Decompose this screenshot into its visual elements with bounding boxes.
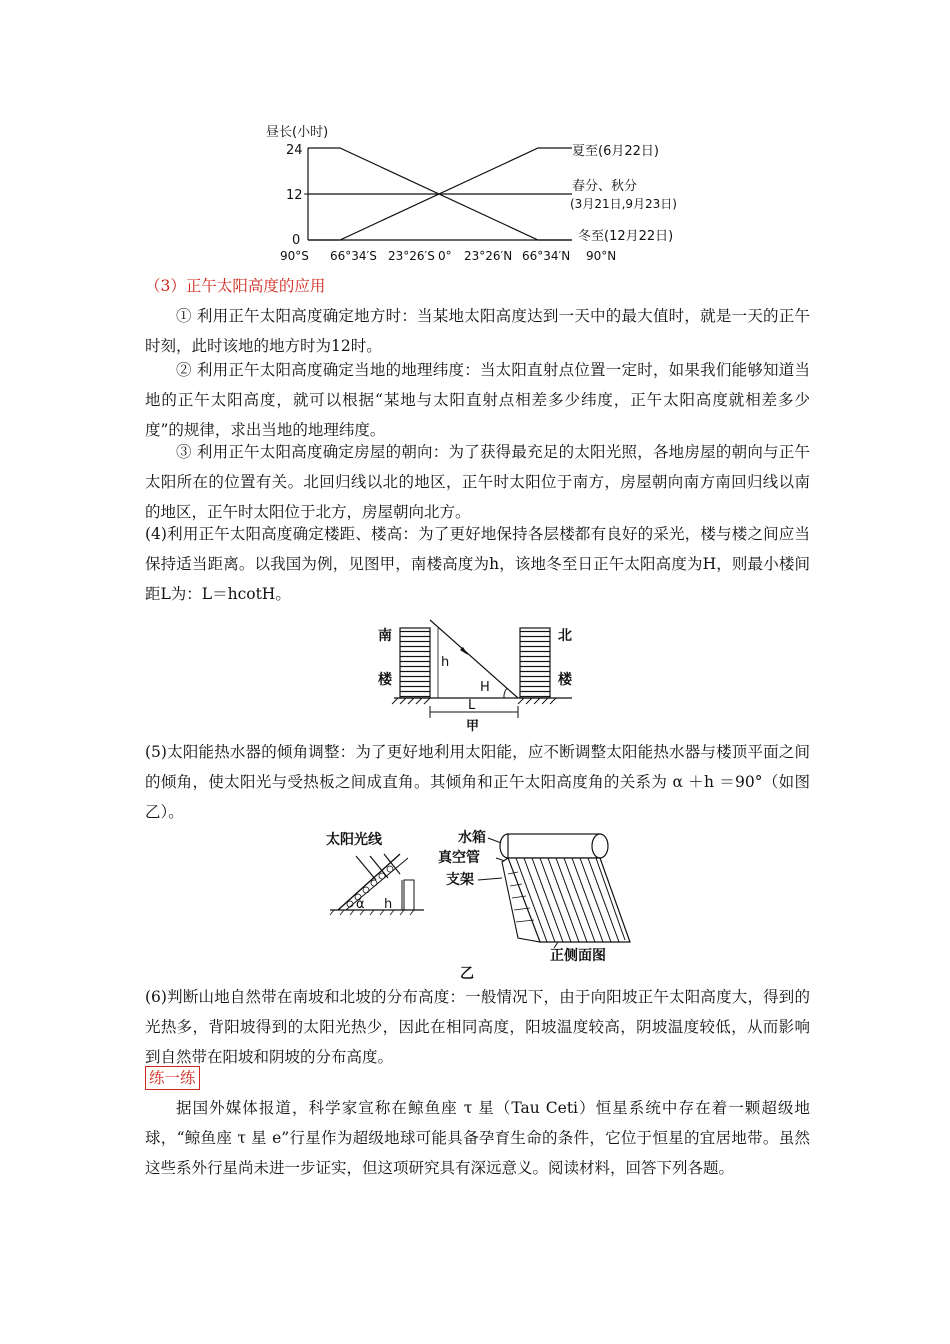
- north-label-2: 楼: [558, 672, 572, 688]
- x-tick-23S: 23°26′S: [388, 249, 435, 263]
- south-building: [400, 628, 430, 698]
- building-spacing-figure: [372, 614, 592, 734]
- section3-heading: （3）正午太阳高度的应用: [145, 277, 326, 295]
- solar-heater-figure: [322, 822, 642, 982]
- y-axis-title: 昼长(小时): [266, 125, 329, 140]
- sunlight-label: 太阳光线: [326, 832, 382, 848]
- south-label-1: 南: [378, 628, 392, 644]
- section3-item1: ① 利用正午太阳高度确定地方时：当某地太阳高度达到一天中的最大值时，就是一天的正午时刻，此时该地的地方时为12时。: [145, 307, 810, 355]
- x-tick-23N: 23°26′N: [464, 249, 513, 263]
- water-tank: [508, 834, 600, 858]
- section5-text: (5)太阳能热水器的倾角调整：为了更好地利用太阳能，应不断调整太阳能热水器与楼顶平面之间的倾角，使太阳光与受热板之间成直角。其倾角和正午太阳高度角的关系为 α ＋h ＝90°（如图乙）。: [145, 743, 810, 821]
- x-tick-0: 0°: [438, 249, 452, 263]
- caption-jia: 甲: [466, 719, 480, 734]
- alpha-label: α: [356, 897, 365, 912]
- side-view-label: 正侧面图: [550, 948, 606, 964]
- section3-item3: ③ 利用正午太阳高度确定房屋的朝向：为了获得最充足的太阳光照，各地房屋的朝向与正午太阳所在的位置有关。北回归线以北的地区，正午时太阳位于南方，房屋朝向南方南回归线以南的地区，正午时太阳位于北方，房屋朝向北方。: [145, 443, 810, 521]
- y-tick-12: 12: [286, 188, 303, 203]
- north-label-1: 北: [558, 628, 572, 644]
- x-tick-66S: 66°34′S: [330, 249, 377, 263]
- practice-label-row: [145, 1066, 810, 1090]
- label-equinox: 春分、秋分: [572, 179, 638, 194]
- water-tank-label: 水箱: [458, 830, 486, 846]
- x-tick-66N: 66°34′N: [522, 249, 571, 263]
- section4-text: (4)利用正午太阳高度确定楼距、楼高：为了更好地保持各层楼都有良好的采光，楼与楼之间应当保持适当距离。以我国为例，见图甲，南楼高度为h，该地冬至日正午太阳高度为H，则最小楼间距L为：L＝hcotH。: [145, 525, 810, 603]
- section6-text: (6)判断山地自然带在南坡和北坡的分布高度：一般情况下，由于向阳坡正午太阳高度大，得到的光热多，背阳坡得到的太阳光热少，因此在相同高度，阳坡温度较高，阴坡温度较低，从而影响到自然带在阳坡和阴坡的分布高度。: [145, 988, 810, 1066]
- vacuum-tube-label: 真空管: [438, 850, 480, 866]
- label-equinox-dates: (3月21日,9月23日): [570, 197, 677, 211]
- angle-H: H: [480, 680, 490, 695]
- h-label: h: [384, 897, 393, 912]
- south-label-2: 楼: [378, 672, 392, 688]
- caption-yi: 乙: [460, 966, 474, 982]
- x-tick-90N: 90°N: [586, 249, 617, 263]
- practice-label: 练一练: [145, 1066, 200, 1090]
- north-building: [520, 628, 550, 698]
- bracket-label: 支架: [446, 872, 474, 888]
- y-tick-24: 24: [286, 143, 303, 158]
- practice-text: 据国外媒体报道，科学家宣称在鲸鱼座 τ 星（Tau Ceti）恒星系统中存在着一颗超级地球，“鲸鱼座 τ 星 e”行星作为超级地球可能具备孕育生命的条件，它位于恒星的宜居地带。虽然这些系外行星尚未进一步证实，但这项研究具有深远意义。阅读材料，回答下列各题。: [145, 1099, 810, 1177]
- daylength-chart: [260, 118, 710, 268]
- y-tick-0: 0: [292, 233, 301, 248]
- bracket-post: [404, 880, 414, 910]
- section3-item2: ② 利用正午太阳高度确定当地的地理纬度：当太阳直射点位置一定时，如果我们能够知道当地的正午太阳高度，就可以根据“某地与太阳直射点相差多少纬度，正午太阳高度就相差多少度”的规律，求出当地的地理纬度。: [145, 361, 810, 439]
- label-L: L: [468, 698, 476, 713]
- label-winter: 冬至(12月22日): [578, 229, 674, 244]
- x-tick-90S: 90°S: [280, 249, 309, 263]
- height-h: h: [441, 655, 450, 670]
- label-summer: 夏至(6月22日): [572, 144, 659, 159]
